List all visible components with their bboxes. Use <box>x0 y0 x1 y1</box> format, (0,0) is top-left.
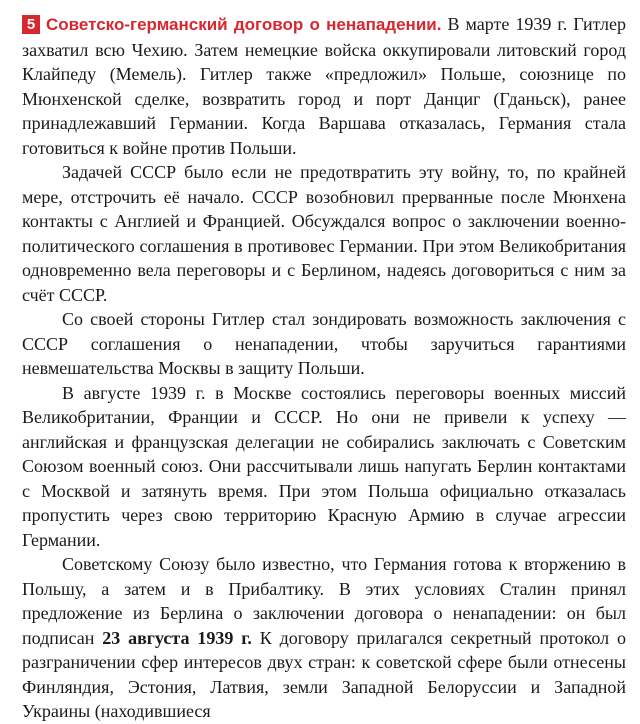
section-heading: Советско-германский договор о ненападении. <box>46 15 442 34</box>
paragraph-2: Задачей СССР было если не предотвратить эту войну, то, по крайней мере, отстрочить её начало. СССР возобновил прерванные после Мюнхена контакты с Англией и Францией. Обсуждался вопрос о заключении военно-политического соглашения в противовес Германии. При этом Великобритания одновременно вела переговоры и с Берлином, надеясь договориться с ним за счёт СССР. <box>22 162 626 305</box>
paragraph-5 <box>22 552 626 724</box>
section-number-badge: 5 <box>22 15 40 34</box>
paragraph-4: В августе 1939 г. в Москве состоялись переговоры военных миссий Великобритании, Франции и СССР. Но они не привели к успеху — английская и французская делегации не собирались заключать с Советским Союзом военный союз. Они рассчитывали лишь напугать Берлин контактами с Москвой и затянуть время. При этом Польша официально отказалась пропустить через свою территорию Красную Армию в случае агрессии Германии. <box>22 382 626 550</box>
paragraph-1 <box>22 12 626 160</box>
paragraph-5-text-after: К договору прилагался секретный протокол о разграничении сфер интересов двух стран: к советской сфере были отнесены Финляндия, Эстония, Латвия, земли Западной Белоруссии и Западной Украины (находившиеся <box>22 627 626 721</box>
paragraph-1-text: В марте 1939 г. Гитлер захватил всю Чехию. Затем немецкие войска оккупировали литовский город Клайпеду (Мемель). Гитлер также «предложил» Польше, союзнице по Мюнхенской сделке, возвратить город и порт Данциг (Гданьск), ранее принадлежавший Германии. Когда Варшава отказалась, Германия стала готовиться к войне против Польши. <box>22 14 626 158</box>
paragraph-5-text-before: Советскому Союзу было известно, что Германия готова к вторжению в Польшу, а затем и в Прибалтику. В этих условиях Сталин принял предложение из Берлина о заключении договора о ненападении: он был подписан <box>22 554 626 648</box>
treaty-date: 23 августа 1939 г. <box>102 627 252 648</box>
paragraph-3: Со своей стороны Гитлер стал зондировать возможность заключения с СССР соглашения о ненападении, чтобы заручиться гарантиями невмешательства Москвы в защиту Польши. <box>22 309 626 378</box>
